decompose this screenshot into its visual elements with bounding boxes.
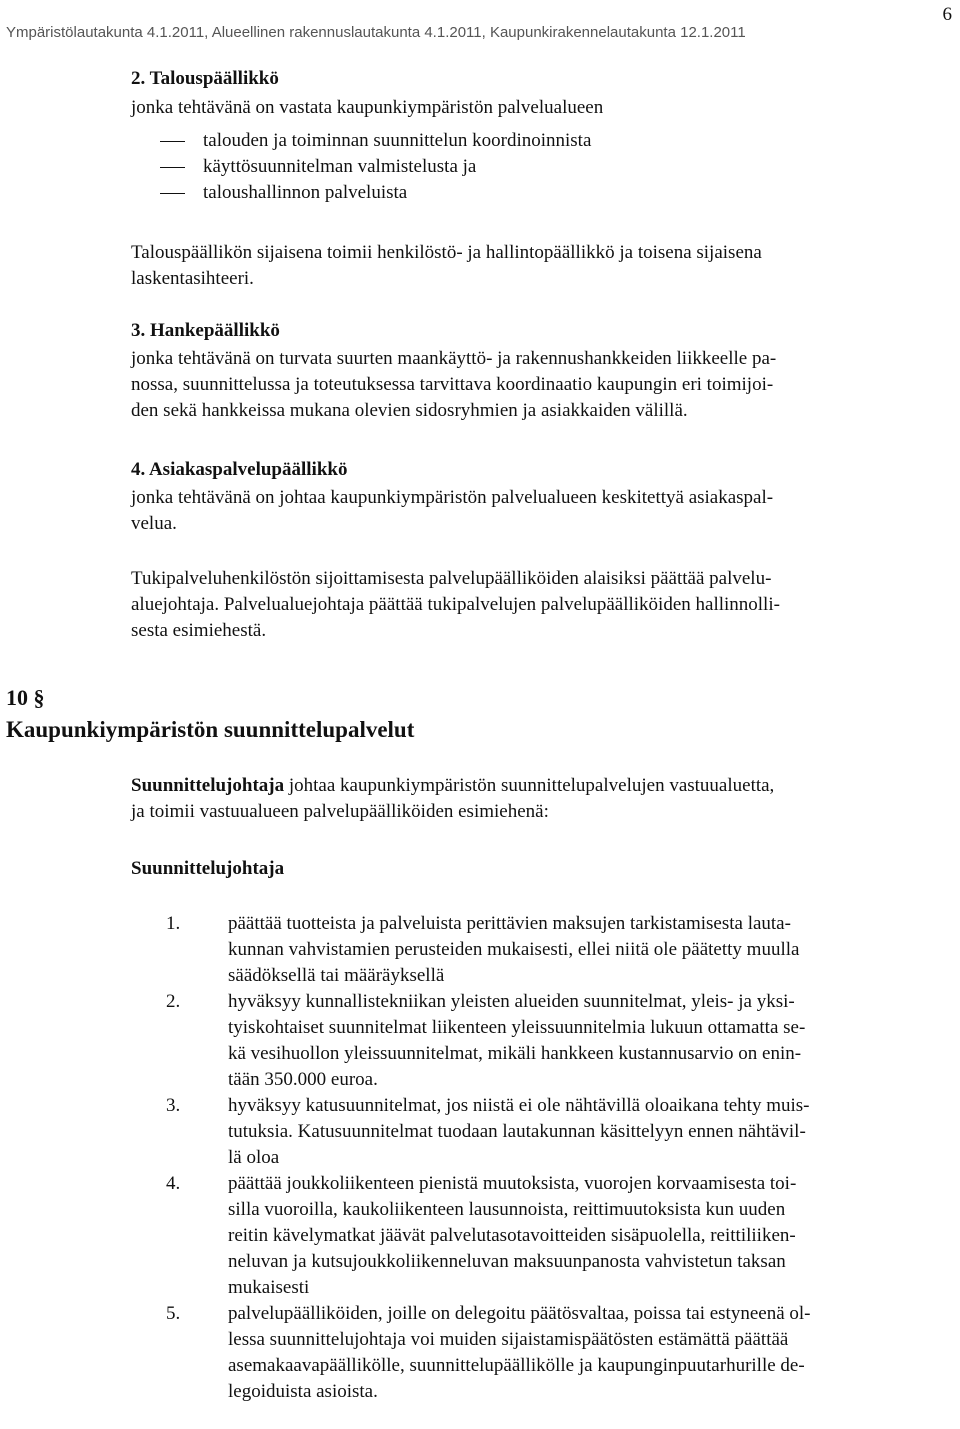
paragraph-line: velua. xyxy=(131,513,177,534)
paragraph-line: tyiskohtaiset suunnitelmat liikenteen yleissuunnitelmia lukuun ottamatta se- xyxy=(228,1017,806,1038)
paragraph-line: kunnan vahvistamien perusteiden mukaisesti, ellei niitä ole päätetty muulla xyxy=(228,939,800,960)
intro-text: johtaa kaupunkiympäristön suunnittelupalvelujen vastuualuetta, xyxy=(284,775,775,796)
list-item xyxy=(166,1093,946,1171)
role-heading-asiakaspalvelupaallikko: 4. Asiakaspalvelupäällikkö xyxy=(131,459,348,480)
role-heading-hankepaallikko: 3. Hankepäällikkö xyxy=(131,320,280,341)
list-item xyxy=(160,180,591,206)
item-number: 2. xyxy=(166,991,181,1012)
paragraph-line: den sekä hankkeissa mukana olevien sidosryhmien ja asiakkaiden välillä. xyxy=(131,400,688,421)
section-intro xyxy=(131,773,946,825)
paragraph-line: mukaisesti xyxy=(228,1277,310,1298)
paragraph-line: tään 350.000 euroa. xyxy=(228,1069,378,1090)
paragraph-line: lä oloa xyxy=(228,1147,280,1168)
paragraph-line: ja toimii vastuualueen palvelupäälliköiden esimiehenä: xyxy=(131,801,549,822)
item-number: 1. xyxy=(166,913,181,934)
list-item xyxy=(166,1301,946,1405)
item-number: 5. xyxy=(166,1303,181,1324)
paragraph-line: päättää joukkoliikenteen pienistä muutoksista, vuorojen korvaamisesta toi- xyxy=(228,1173,797,1194)
paragraph-line: neluvan ja kutsujoukkoliikenneluvan maksuunpanosta vahvistetun taksan xyxy=(228,1251,786,1272)
paragraph-line: laskentasihteeri. xyxy=(131,268,254,289)
role-description-asiakaspalvelupaallikko xyxy=(131,485,946,537)
list-item-text: käyttösuunnitelman valmistelusta ja xyxy=(203,156,477,177)
list-item xyxy=(160,128,591,154)
sub-heading: Suunnittelujohtaja xyxy=(131,858,285,879)
paragraph-line: jonka tehtävänä on johtaa kaupunkiympäristön palvelualueen keskitettyä asiakaspal- xyxy=(131,487,774,508)
paragraph-line: säädöksellä tai määräyksellä xyxy=(228,965,445,986)
decision-list xyxy=(166,911,946,1405)
paragraph-line: silla vuoroilla, kaukoliikenteen lausunnoista, reittimuutoksista kun uuden xyxy=(228,1199,786,1220)
item-number: 4. xyxy=(166,1173,181,1194)
list-item xyxy=(166,1171,946,1301)
paragraph-line xyxy=(131,773,946,799)
bold-term: Suunnittelujohtaja xyxy=(131,775,285,796)
paragraph-line: legoiduista asioista. xyxy=(228,1381,378,1402)
paragraph-line: aluejohtaja. Palvelualuejohtaja päättää tukipalvelujen palvelupäälliköiden hallinnolli- xyxy=(131,594,780,615)
paragraph-line: päättää tuotteista ja palveluista perittävien maksujen tarkistamisesta lauta- xyxy=(228,913,791,934)
running-header: Ympäristölautakunta 4.1.2011, Alueellinen rakennuslautakunta 4.1.2011, Kaupunkirakennelautakunta 12.1.2011 xyxy=(6,24,746,41)
paragraph-line: asemakaavapäällikölle, suunnittelupäällikölle ja kaupunginpuutarhurille de- xyxy=(228,1355,805,1376)
paragraph-line: nossa, suunnittelussa ja toteutuksessa tarvittava koordinaatio kaupungin eri toimijoi- xyxy=(131,374,774,395)
paragraph-line: kä vesihuollon yleissuunnitelmat, mikäli hankkeen kustannusarvio on enin- xyxy=(228,1043,802,1064)
list-item-text: talouden ja toiminnan suunnittelun koordinoinnista xyxy=(203,130,592,151)
paragraph-line: hyväksyy katusuunnitelmat, jos niistä ei ole nähtävillä oloaikana tehty muis- xyxy=(228,1095,810,1116)
role-description-hankepaallikko xyxy=(131,346,946,424)
role-heading-talouspaallikko: 2. Talouspäällikkö xyxy=(131,68,279,89)
dash-bullet-icon xyxy=(160,141,185,142)
paragraph-line: reitin kävelymatkat jäävät palvelutasotavoitteiden sisäpuolella, reittiliiken- xyxy=(228,1225,796,1246)
paragraph-line: Talouspäällikön sijaisena toimii henkilöstö- ja hallintopäällikkö ja toisena sijaisena xyxy=(131,242,762,263)
paragraph-line: tutuksia. Katusuunnitelmat tuodaan lautakunnan käsittelyyn ennen nähtävil- xyxy=(228,1121,806,1142)
item-number: 3. xyxy=(166,1095,181,1116)
section-number: 10 § xyxy=(6,685,45,710)
section-title: Kaupunkiympäristön suunnittelupalvelut xyxy=(6,717,415,742)
duty-list xyxy=(160,128,591,206)
paragraph-line: Tukipalveluhenkilöstön sijoittamisesta palvelupäälliköiden alaisiksi päättää palvelu- xyxy=(131,568,772,589)
paragraph-line: sesta esimiehestä. xyxy=(131,620,267,641)
list-item xyxy=(160,154,591,180)
page-number: 6 xyxy=(942,4,952,25)
list-item-text: taloushallinnon palveluista xyxy=(203,182,408,203)
support-staff-paragraph xyxy=(131,566,946,644)
dash-bullet-icon xyxy=(160,167,185,168)
paragraph-line: hyväksyy kunnallistekniikan yleisten alueiden suunnitelmat, yleis- ja yksi- xyxy=(228,991,795,1012)
deputy-note xyxy=(131,240,946,292)
paragraph-line: jonka tehtävänä on turvata suurten maankäyttö- ja rakennushankkeiden liikkeelle pa- xyxy=(131,348,777,369)
dash-bullet-icon xyxy=(160,193,185,194)
paragraph-line: palvelupäälliköiden, joille on delegoitu päätösvaltaa, poissa tai estyneenä ol- xyxy=(228,1303,811,1324)
list-item xyxy=(166,989,946,1093)
paragraph-line: lessa suunnittelujohtaja voi muiden sijaistamispäätösten estämättä päättää xyxy=(228,1329,789,1350)
list-item xyxy=(166,911,946,989)
role-intro-talouspaallikko: jonka tehtävänä on vastata kaupunkiympäristön palvelualueen xyxy=(131,97,604,118)
